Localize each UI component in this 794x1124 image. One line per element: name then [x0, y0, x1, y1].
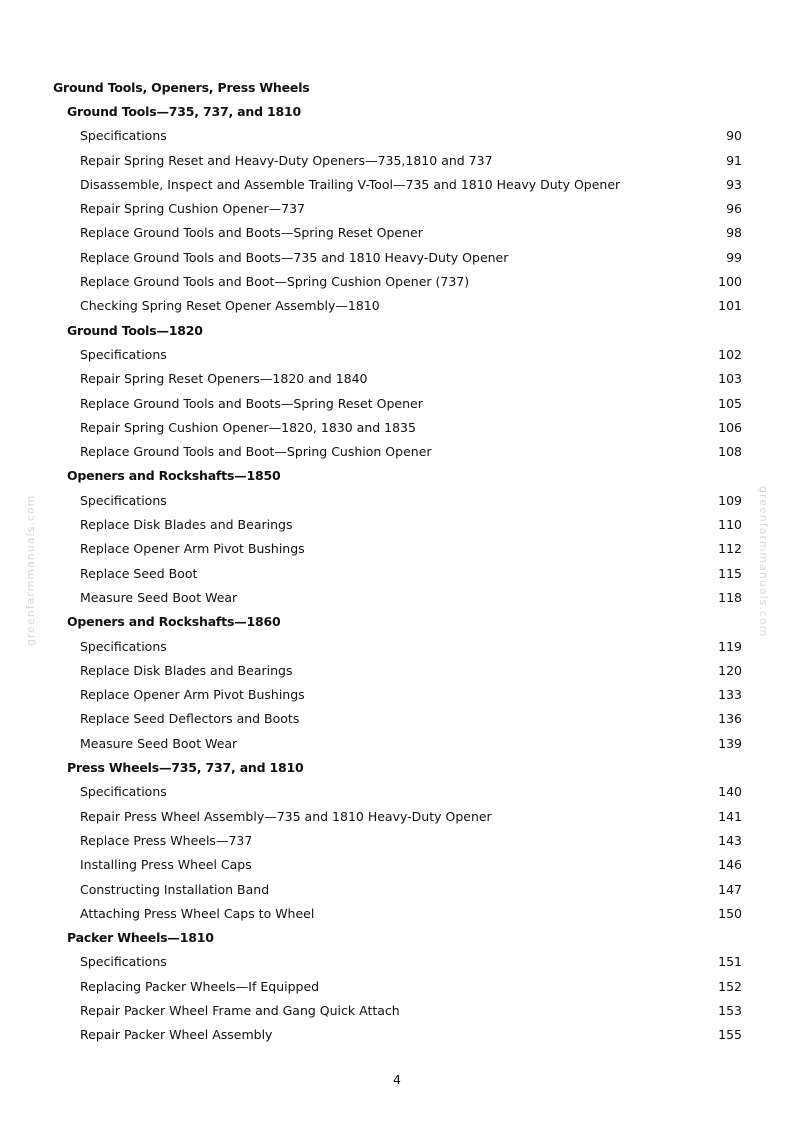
entry-page-number: 143 [718, 832, 742, 848]
entry-label: Replace Ground Tools and Boot—Spring Cushion Opener [80, 444, 432, 460]
toc-entry[interactable] [0, 367, 794, 391]
entry-label: Checking Spring Reset Opener Assembly—1810 [80, 298, 380, 314]
toc-entry[interactable] [0, 489, 794, 513]
entry-page-number: 155 [718, 1027, 742, 1043]
page-number: 4 [393, 1072, 401, 1087]
toc-entry[interactable] [0, 878, 794, 902]
entry-page-number: 153 [718, 1002, 742, 1018]
toc-entry[interactable] [0, 659, 794, 683]
toc-entry[interactable] [0, 537, 794, 561]
entry-label: Replace Disk Blades and Bearings [80, 662, 293, 678]
entry-label: Replace Ground Tools and Boot—Spring Cushion Opener (737) [80, 274, 470, 290]
toc-entry[interactable] [0, 999, 794, 1023]
entry-page-number: 102 [718, 346, 742, 362]
entry-label: Specifications [80, 346, 167, 362]
entry-label: Measure Seed Boot Wear [80, 589, 238, 605]
toc-entry[interactable] [0, 246, 794, 270]
entry-label: Installing Press Wheel Caps [80, 857, 252, 873]
entry-label: Replace Opener Arm Pivot Bushings [80, 687, 305, 703]
entry-page-number: 96 [726, 201, 742, 217]
entry-page-number: 100 [718, 274, 742, 290]
toc-entry[interactable] [0, 270, 794, 294]
toc-sections [0, 100, 794, 1048]
entry-page-number: 115 [718, 565, 742, 581]
entry-page-number: 146 [718, 857, 742, 873]
toc-entry[interactable] [0, 221, 794, 245]
entry-page-number: 112 [718, 541, 742, 557]
entry-label: Attaching Press Wheel Caps to Wheel [80, 905, 315, 921]
toc-entry[interactable] [0, 513, 794, 537]
toc-entry[interactable] [0, 149, 794, 173]
entry-label: Replace Seed Deflectors and Boots [80, 711, 300, 727]
watermark-right: greenfarmmanuals.com [757, 486, 770, 638]
toc-entry[interactable] [0, 440, 794, 464]
entry-page-number: 147 [718, 881, 742, 897]
toc-entry[interactable] [0, 635, 794, 659]
toc-entry[interactable] [0, 124, 794, 148]
section-title: Ground Tools—1820 [67, 322, 203, 338]
entry-page-number: 139 [718, 735, 742, 751]
entry-label: Repair Spring Cushion Opener—1820, 1830 and 1835 [80, 419, 416, 435]
toc-entry[interactable] [0, 416, 794, 440]
toc-section [0, 926, 794, 1047]
toc-entry[interactable] [0, 950, 794, 974]
entry-page-number: 105 [718, 395, 742, 411]
toc-entry[interactable] [0, 562, 794, 586]
entry-label: Specifications [80, 492, 167, 508]
toc-section [0, 100, 794, 319]
section-title: Ground Tools—735, 737, and 1810 [67, 104, 301, 119]
watermark-left: greenfarmmanuals.com [24, 494, 37, 646]
entry-page-number: 136 [718, 711, 742, 727]
entry-page-number: 108 [718, 444, 742, 460]
entry-label: Repair Spring Reset Openers—1820 and 1840 [80, 371, 368, 387]
entry-label: Specifications [80, 784, 167, 800]
entry-page-number: 119 [718, 638, 742, 654]
entry-page-number: 151 [718, 954, 742, 970]
toc-entry[interactable] [0, 853, 794, 877]
entry-page-number: 103 [718, 371, 742, 387]
entry-label: Replace Ground Tools and Boots—Spring Reset Opener [80, 225, 423, 241]
toc-section [0, 610, 794, 756]
toc-section [0, 756, 794, 926]
entry-label: Replace Ground Tools and Boots—Spring Reset Opener [80, 395, 423, 411]
entry-label: Replace Press Wheels—737 [80, 832, 253, 848]
entry-page-number: 150 [718, 905, 742, 921]
entry-label: Constructing Installation Band [80, 881, 270, 897]
toc-entry[interactable] [0, 294, 794, 318]
entry-page-number: 120 [718, 662, 742, 678]
entry-label: Specifications [80, 954, 167, 970]
entry-label: Specifications [80, 638, 167, 654]
entry-label: Replace Seed Boot [80, 565, 198, 581]
section-title: Openers and Rockshafts—1860 [67, 614, 281, 630]
entry-label: Repair Spring Cushion Opener—737 [80, 201, 305, 217]
section-title: Openers and Rockshafts—1850 [67, 468, 281, 484]
toc-entry[interactable] [0, 975, 794, 999]
entry-label: Disassemble, Inspect and Assemble Trailing V-Tool—735 and 1810 Heavy Duty Opener [80, 176, 621, 192]
toc-entry[interactable] [0, 197, 794, 221]
entry-page-number: 98 [726, 225, 742, 241]
toc-entry[interactable] [0, 805, 794, 829]
entry-label: Replace Ground Tools and Boots—735 and 1810 Heavy-Duty Opener [80, 249, 509, 265]
toc-entry[interactable] [0, 732, 794, 756]
entry-label: Repair Packer Wheel Assembly [80, 1027, 273, 1043]
entry-page-number: 90 [726, 128, 742, 144]
toc-entry[interactable] [0, 586, 794, 610]
entry-label: Repair Spring Reset and Heavy-Duty Openers—735,1810 and 737 [80, 152, 493, 168]
entry-label: Replace Opener Arm Pivot Bushings [80, 541, 305, 557]
entry-label: Repair Press Wheel Assembly—735 and 1810 Heavy-Duty Opener [80, 808, 492, 824]
entry-page-number: 133 [718, 687, 742, 703]
entry-label: Replace Disk Blades and Bearings [80, 517, 293, 533]
entry-page-number: 141 [718, 808, 742, 824]
entry-page-number: 118 [718, 589, 742, 605]
toc-entry[interactable] [0, 173, 794, 197]
entry-page-number: 91 [726, 152, 742, 168]
entry-page-number: 109 [718, 492, 742, 508]
section-title: Press Wheels—735, 737, and 1810 [67, 760, 304, 776]
entry-page-number: 140 [718, 784, 742, 800]
entry-label: Replacing Packer Wheels—If Equipped [80, 978, 320, 994]
toc-entry[interactable] [0, 343, 794, 367]
entry-page-number: 110 [718, 517, 742, 533]
chapter-title: Ground Tools, Openers, Press Wheels [53, 80, 310, 95]
entry-label: Measure Seed Boot Wear [80, 735, 238, 751]
toc-entry[interactable] [0, 707, 794, 731]
toc-entry[interactable] [0, 780, 794, 804]
toc-entry[interactable] [0, 392, 794, 416]
entry-label: Specifications [80, 128, 167, 144]
toc-entry[interactable] [0, 902, 794, 926]
toc-entry[interactable] [0, 1023, 794, 1047]
entry-label: Repair Packer Wheel Frame and Gang Quick Attach [80, 1002, 400, 1018]
toc-entry[interactable] [0, 829, 794, 853]
entry-page-number: 93 [726, 176, 742, 192]
entry-page-number: 99 [726, 249, 742, 265]
entry-page-number: 101 [718, 298, 742, 314]
toc-entry[interactable] [0, 683, 794, 707]
toc-section [0, 464, 794, 610]
entry-page-number: 106 [718, 419, 742, 435]
section-title: Packer Wheels—1810 [67, 930, 214, 946]
toc-section [0, 319, 794, 465]
entry-page-number: 152 [718, 978, 742, 994]
